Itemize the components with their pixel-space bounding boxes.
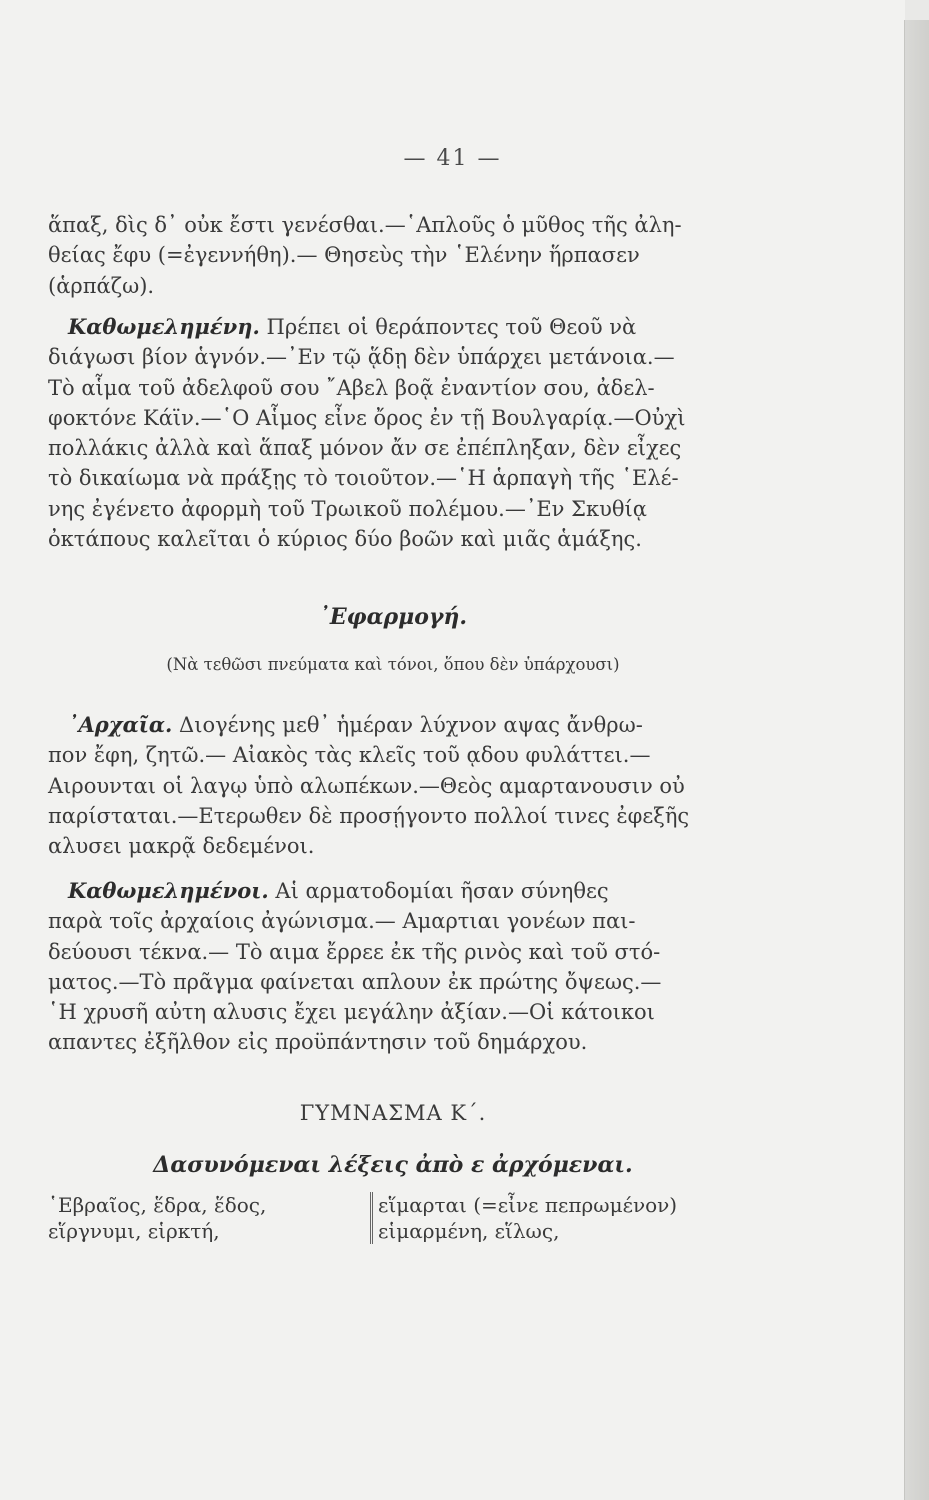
text-fragment: Διογένης μεθ᾿ ἡμέραν λύχνον αψας ἄνθρω-	[172, 713, 643, 737]
text-line: απαντες ἐξῆλθον εἰς προϋπάντησιν τοῦ δημάρχου.	[48, 1030, 588, 1055]
paragraph-kathomelimenoi	[48, 876, 738, 1058]
word-list-item: ῾Εβραῖος, ἕδρα, ἕδος,	[48, 1193, 267, 1217]
page-number: — 41 —	[403, 146, 502, 171]
word-list-left	[48, 1192, 348, 1244]
text-line: παρὰ τοῖς ἀρχαίοις ἀγώνισμα.— Αμαρτιαι γονέων παι-	[48, 909, 636, 934]
text-line	[48, 710, 738, 740]
section-efarmogi	[48, 602, 738, 632]
section-heading: Καθωμελημένοι.	[68, 878, 269, 903]
text-line: τὸ δικαίωμα νὰ πράξῃς τὸ τοιοῦτον.—῾Η ἁρπαγὴ τῆς ῾Ελέ-	[48, 466, 679, 491]
exercise-subhead: Δασυνόμεναι λέξεις ἀπὸ ε ἀρχόμεναι.	[153, 1152, 633, 1178]
page-edge	[904, 20, 929, 1500]
word-list-item: εἱμαρμένη, εἵλως,	[378, 1219, 560, 1243]
word-list-item: εἵργνυμι, εἱρκτή,	[48, 1219, 220, 1243]
paragraph-kathomelimeni	[48, 312, 738, 554]
text-line: νης ἐγένετο ἀφορμὴ τοῦ Τρωικοῦ πολέμου.—᾿Εν Σκυθίᾳ	[48, 496, 647, 521]
word-list-item: εἵμαρται (=εἶνε πεπρωμένον)	[378, 1193, 678, 1217]
text-line: (ἁρπάζω).	[48, 273, 155, 298]
exercise-header	[48, 1098, 738, 1128]
text-line: Αιρουνται οἱ λαγῳ ὑπὸ αλωπέκων.—Θεὸς αμαρτανουσιν οὐ	[48, 773, 685, 798]
text-line: ματος.—Τὸ πρᾶγμα φαίνεται απλουν ἐκ πρώτης ὄψεως.—	[48, 969, 662, 994]
paragraph-archaia	[48, 710, 738, 861]
instruction-note-block	[48, 652, 738, 678]
text-fragment: Αἱ αρματοδομίαι ῆσαν σύνηθες	[268, 879, 609, 903]
text-line: φοκτόνε Κάϊν.—῾Ο Αἷμος εἶνε ὄρος ἐν τῇ Βουλγαρίᾳ.—Οὐχὶ	[48, 405, 686, 430]
text-line: παρίσταται.—Ετερωθεν δὲ προσῄγοντο πολλοί τινες ἐφεξῆς	[48, 803, 690, 828]
exercise-title: ΓΥΜΝΑΣΜΑ Κ΄.	[299, 1101, 487, 1125]
text-line: δεύουσι τέκνα.— Τὸ αιμα ἔρρεε ἐκ τῆς ρινὸς καὶ τοῦ στό-	[48, 939, 661, 964]
text-line: πον ἔφη, ζητῶ.— Αἰακὸς τὰς κλεῖς τοῦ ᾳδου φυλάττει.—	[48, 743, 651, 768]
text-fragment: Πρέπει οἱ θεράποντες τοῦ Θεοῦ νὰ	[259, 315, 637, 339]
text-line	[48, 876, 738, 906]
section-heading: ᾿Αρχαῖα.	[68, 712, 173, 737]
text-line	[48, 312, 738, 342]
instruction-note: (Νὰ τεθῶσι πνεύματα καὶ τόνοι, ὅπου δὲν ὑπάρχουσι)	[166, 655, 620, 674]
text-line: θείας ἔφυ (=ἐγεννήθη).— Θησεὺς τὴν ῾Ελένην ἥρπασεν	[48, 243, 640, 268]
section-title: ᾿Εφαρμογή.	[318, 604, 468, 630]
section-heading: Καθωμελημένη.	[68, 314, 260, 339]
text-line: αλυσει μακρᾷ δεδεμένοι.	[48, 834, 315, 859]
text-line: ῾Η χρυσῆ αὐτη αλυσις ἔχει μεγάλην ἀξίαν.—Οἱ κάτοικοι	[48, 1000, 655, 1025]
paragraph-intro	[48, 210, 738, 301]
text-line: ἅπαξ, δὶς δ᾿ οὐκ ἔστι γενέσθαι.—῾Απλοῦς ὁ μῦθος τῆς ἀλη-	[48, 213, 682, 237]
text-line: Τὸ αἷμα τοῦ ἀδελφοῦ σου ῎Αβελ βοᾷ ἐναντίον σου, ἀδελ-	[48, 375, 655, 400]
text-line: ὀκτάπους καλεῖται ὁ κύριος δύο βοῶν καὶ μιᾶς ἁμάξης.	[48, 527, 642, 552]
word-list-right	[370, 1192, 738, 1244]
text-line: πολλάκις ἀλλὰ καὶ ἅπαξ μόνον ἄν σε ἐπέπληξαν, δὲν εἶχες	[48, 436, 682, 461]
exercise-subhead-block	[48, 1150, 738, 1180]
text-line: διάγωσι βίον ἁγνόν.—᾿Εν τῷ ᾅδῃ δὲν ὑπάρχει μετάνοια.—	[48, 345, 675, 370]
